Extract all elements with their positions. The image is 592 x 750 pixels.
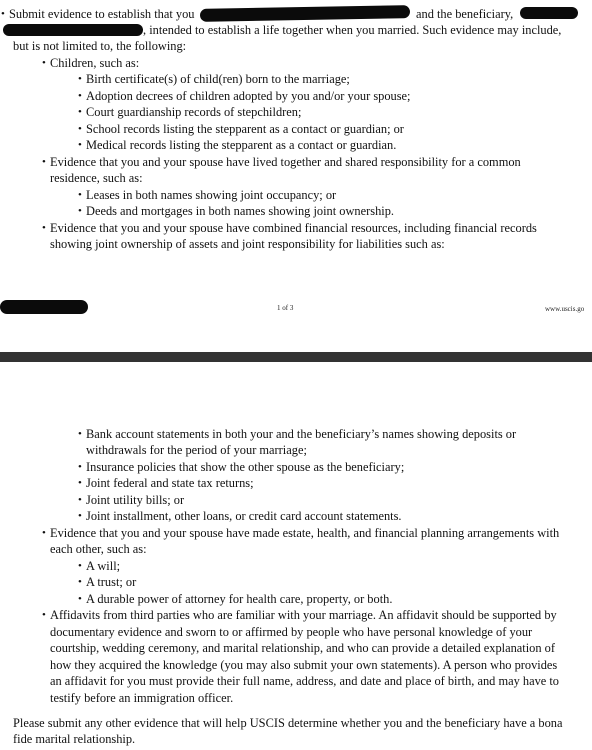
list-item: • Adoption decrees of children adopted by you and/or your spouse; — [86, 88, 411, 104]
residence-line-2: residence, such as: — [50, 171, 143, 185]
list-item: • A will; — [86, 558, 120, 574]
redaction-mark — [3, 24, 143, 36]
redaction-mark — [520, 7, 578, 19]
affidavit-line: courtship, wedding ceremony, and marital relationship, and who can provide a detailed explanation of — [50, 641, 555, 655]
closing-line-2: fide marital relationship. — [13, 732, 136, 746]
page-number: 1 of 3 — [277, 304, 294, 312]
estate-line-1: • Evidence that you and your spouse have made estate, health, and financial planning arrangements with — [50, 525, 559, 541]
residence-line-1: • Evidence that you and your spouse have lived together and shared responsibility for a common — [50, 154, 521, 170]
list-item: • Deeds and mortgages in both names showing joint ownership. — [86, 203, 394, 219]
page-divider — [0, 352, 592, 362]
financial-line-1: • Evidence that you and your spouse have combined financial resources, including financial records — [50, 220, 537, 236]
affidavit-line: • Affidavits from third parties who are familiar with your marriage. An affidavit should be supported by — [50, 607, 557, 623]
list-item: • A trust; or — [86, 574, 136, 590]
list-item: • Bank account statements in both your and the beneficiary’s names showing deposits or — [86, 426, 516, 442]
list-item: • Leases in both names showing joint occupancy; or — [86, 187, 336, 203]
footer-url: www.uscis.go — [545, 305, 585, 313]
intro-line-2: , intended to establish a life together when you married. Such evidence may include, — [143, 23, 562, 37]
list-item: • Joint installment, other loans, or credit card account statements. — [86, 508, 402, 524]
list-item: • A durable power of attorney for health care, property, or both. — [86, 591, 392, 607]
affidavit-line: documentary evidence and sworn to or affirmed by people who have personal knowledge of your — [50, 625, 533, 639]
list-item-continued: withdrawals for the period of your marriage; — [86, 443, 307, 457]
affidavit-line: an affidavit for you must provide their full name, address, and date and place of birth, and may have to — [50, 674, 560, 688]
list-item: • Birth certificate(s) of child(ren) born to the marriage; — [86, 71, 350, 87]
document-page-2 — [0, 362, 592, 750]
list-item: • Joint federal and state tax returns; — [86, 475, 254, 491]
list-item: • Medical records listing the stepparent as a contact or guardian. — [86, 137, 396, 153]
redaction-mark — [0, 300, 88, 314]
list-item: • School records listing the stepparent as a contact or guardian; or — [86, 121, 404, 137]
list-item: • Joint utility bills; or — [86, 492, 184, 508]
closing-line-1: Please submit any other evidence that will help USCIS determine whether you and the beneficiary have a bona — [13, 716, 563, 730]
affidavit-line: testify before an immigration officer. — [50, 691, 234, 705]
financial-line-2: showing joint ownership of assets and joint responsibility for liabilities such as: — [50, 237, 445, 251]
redaction-mark — [200, 5, 410, 22]
list-item: • Court guardianship records of stepchildren; — [86, 104, 301, 120]
list-item: • Insurance policies that show the other spouse as the beneficiary; — [86, 459, 404, 475]
document-page-1 — [0, 0, 592, 352]
children-heading: • Children, such as: — [50, 55, 139, 71]
intro-line-3: but is not limited to, the following: — [13, 39, 187, 53]
intro-line-1a: • Submit evidence to establish that you — [9, 6, 195, 22]
estate-line-2: each other, such as: — [50, 542, 147, 556]
affidavit-line: how they acquired the knowledge (you may also submit your own statements). A person who provides — [50, 658, 558, 672]
intro-line-1b: and the beneficiary, — [416, 7, 514, 21]
